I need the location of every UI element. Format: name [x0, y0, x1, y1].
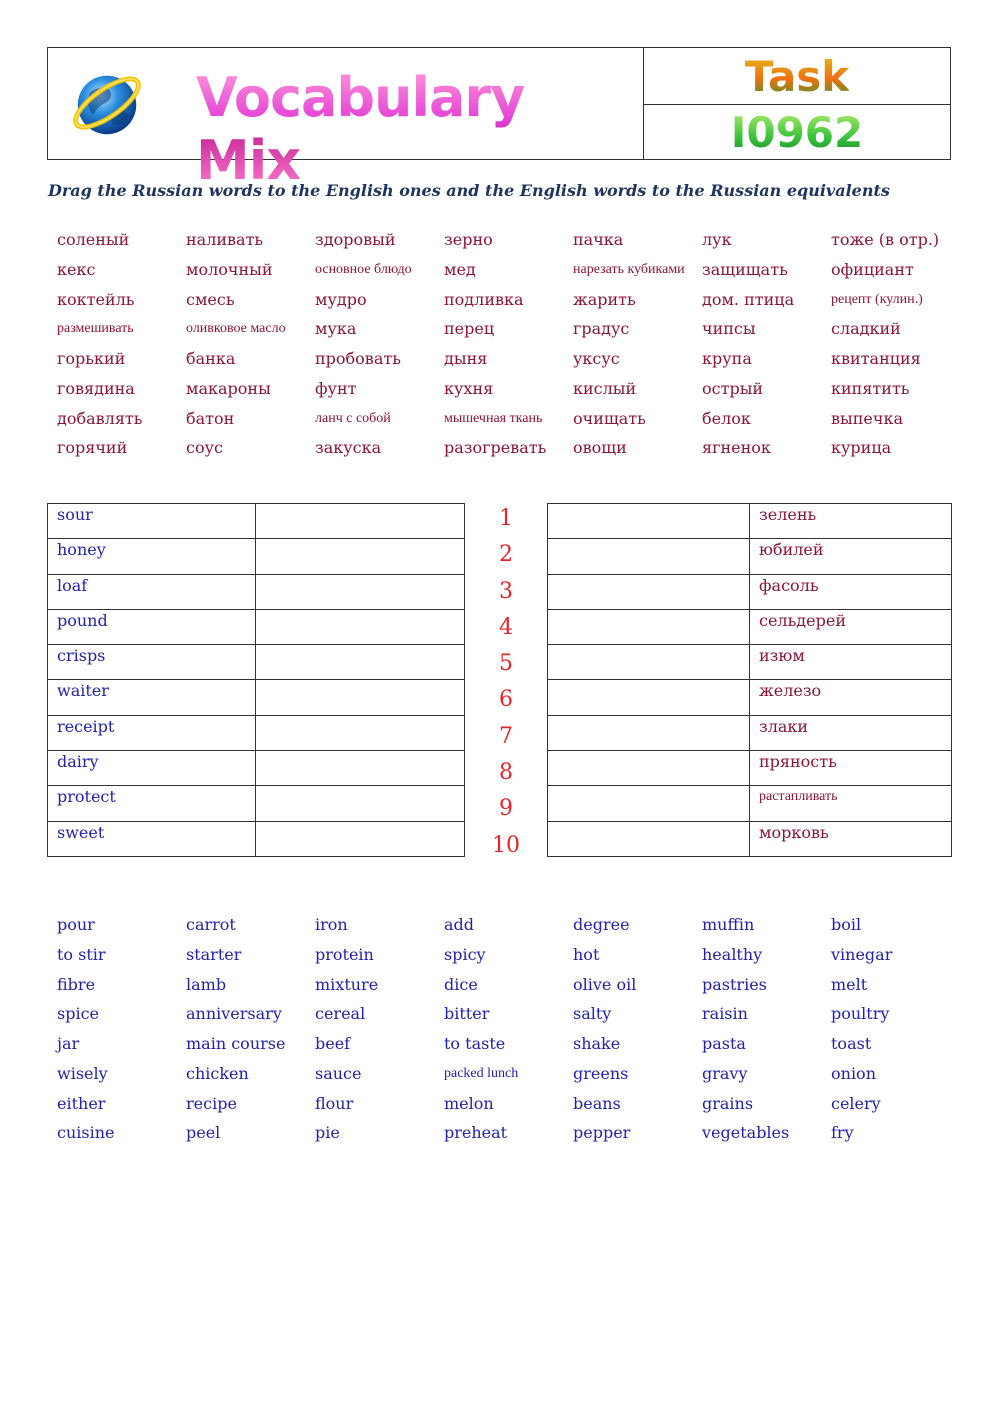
english-prompt-word: pound [48, 609, 256, 644]
english-word-tile[interactable]: mixture [315, 974, 379, 994]
english-prompt-word: crisps [48, 645, 256, 680]
russian-prompt-word: сельдерей [750, 609, 952, 644]
drop-slot[interactable] [256, 609, 465, 644]
english-word-tile[interactable]: spicy [444, 944, 486, 964]
russian-word-tile[interactable]: разогревать [444, 438, 547, 458]
drop-slot[interactable] [548, 609, 750, 644]
english-word-tile[interactable]: to stir [57, 944, 106, 964]
drop-slot[interactable] [256, 751, 465, 786]
table-row [48, 786, 465, 821]
english-match-table [47, 503, 465, 857]
russian-prompt-word: изюм [750, 645, 952, 680]
english-word-tile[interactable]: add [444, 915, 475, 934]
english-word-tile[interactable]: melt [831, 974, 868, 994]
english-word-tile[interactable]: raisin [702, 1004, 748, 1024]
drop-slot[interactable] [548, 821, 750, 856]
table-row [48, 609, 465, 644]
table-row [548, 821, 952, 856]
english-word-tile[interactable]: greens [573, 1063, 629, 1083]
table-row [548, 715, 952, 750]
table-row [48, 821, 465, 856]
russian-word-tile[interactable]: горячий [57, 438, 128, 458]
russian-word-tile[interactable]: мудро [315, 289, 367, 309]
row-number: 4 [499, 614, 513, 640]
instructions: Drag the Russian words to the English ones and the English words to the Russian equivalents [48, 181, 890, 200]
task-label: Task [744, 51, 850, 101]
english-word-tile[interactable]: olive oil [573, 974, 637, 994]
english-word-tile[interactable]: cereal [315, 1004, 366, 1024]
russian-word-tile[interactable]: пробовать [315, 349, 401, 368]
russian-word-tile[interactable]: говядина [57, 378, 135, 398]
russian-word-tile[interactable]: крупа [702, 349, 752, 368]
drop-slot[interactable] [548, 786, 750, 821]
english-word-tile[interactable]: flour [315, 1093, 354, 1113]
russian-word-tile[interactable]: основное блюдо [315, 261, 412, 277]
row-number: 1 [499, 506, 513, 531]
task-code: I0962 [730, 107, 864, 157]
drop-slot[interactable] [548, 680, 750, 715]
english-prompt-word: waiter [48, 680, 256, 715]
russian-word-tile[interactable]: размешивать [57, 321, 134, 337]
english-word-tile[interactable]: gravy [702, 1063, 748, 1083]
english-word-tile[interactable]: celery [831, 1093, 881, 1113]
english-word-tile[interactable]: sauce [315, 1063, 362, 1083]
russian-word-tile[interactable]: коктейль [57, 289, 135, 309]
english-word-tile[interactable]: vegetables [702, 1123, 790, 1143]
row-numbers [480, 503, 532, 866]
russian-word-tile[interactable]: квитанция [831, 349, 921, 368]
russian-word-tile[interactable]: уксус [573, 349, 620, 368]
russian-word-tile[interactable]: мука [315, 319, 357, 339]
english-word-tile[interactable]: packed lunch [444, 1065, 519, 1081]
english-word-tile[interactable]: beans [573, 1093, 621, 1113]
title-cell [48, 48, 644, 192]
russian-word-tile[interactable]: молочный [186, 259, 273, 279]
table-row [548, 504, 952, 539]
russian-word-tile[interactable]: курица [831, 438, 892, 458]
russian-word-tile[interactable]: рецепт (кулин.) [831, 291, 923, 307]
russian-word-tile[interactable]: ланч с собой [315, 410, 391, 426]
english-word-tile[interactable]: bitter [444, 1004, 490, 1024]
english-word-tile[interactable]: pour [57, 915, 95, 934]
drop-slot[interactable] [548, 504, 750, 539]
english-word-tile[interactable]: iron [315, 915, 348, 934]
row-number: 9 [499, 796, 513, 822]
russian-word-tile[interactable]: кухня [444, 378, 494, 398]
russian-word-tile[interactable]: очищать [573, 408, 646, 428]
english-word-tile[interactable]: chicken [186, 1063, 249, 1083]
russian-word-tile[interactable]: лук [702, 230, 732, 249]
russian-word-tile[interactable]: банка [186, 349, 236, 368]
english-word-tile[interactable]: wisely [57, 1063, 108, 1083]
english-prompt-word: protect [48, 786, 256, 821]
russian-word-tile[interactable]: жарить [573, 289, 636, 309]
russian-word-tile[interactable]: сладкий [831, 319, 901, 339]
english-word-tile[interactable]: poultry [831, 1004, 890, 1024]
russian-prompt-word: зелень [750, 504, 952, 539]
russian-word-tile[interactable]: горький [57, 349, 126, 368]
russian-word-tile[interactable]: здоровый [315, 230, 396, 249]
english-word-bank [57, 911, 957, 1149]
russian-word-tile[interactable]: наливать [186, 230, 264, 249]
english-word-tile[interactable]: degree [573, 915, 630, 934]
english-word-tile[interactable]: jar [57, 1034, 80, 1053]
russian-word-tile[interactable]: тоже (в отр.) [831, 230, 940, 249]
drop-slot[interactable] [548, 539, 750, 574]
russian-word-tile[interactable]: закуска [315, 438, 382, 458]
table-row [48, 574, 465, 609]
english-word-tile[interactable]: vinegar [831, 944, 893, 964]
table-row [48, 504, 465, 539]
row-number: 6 [499, 687, 513, 713]
english-word-tile[interactable]: onion [831, 1063, 876, 1083]
russian-word-tile[interactable]: мышечная ткань [444, 410, 543, 426]
russian-prompt-word: злаки [750, 715, 952, 750]
russian-word-tile[interactable]: подливка [444, 289, 524, 309]
russian-word-tile[interactable]: добавлять [57, 408, 143, 428]
drop-slot[interactable] [548, 715, 750, 750]
russian-word-tile[interactable]: белок [702, 408, 751, 428]
russian-word-tile[interactable]: соус [186, 438, 223, 458]
table-row [548, 645, 952, 680]
english-word-tile[interactable]: to taste [444, 1034, 506, 1053]
english-word-tile[interactable]: recipe [186, 1093, 237, 1113]
english-word-tile[interactable]: grains [702, 1093, 754, 1113]
english-prompt-word: receipt [48, 715, 256, 750]
russian-prompt-word: растапливать [750, 786, 952, 821]
table-row [48, 680, 465, 715]
russian-word-tile[interactable]: зерно [444, 230, 493, 249]
english-word-tile[interactable]: dice [444, 974, 478, 994]
russian-word-tile[interactable]: мед [444, 259, 476, 279]
russian-word-tile[interactable]: кислый [573, 378, 637, 398]
english-word-tile[interactable]: preheat [444, 1123, 508, 1143]
english-word-tile[interactable]: anniversary [186, 1004, 282, 1024]
drop-slot[interactable] [256, 786, 465, 821]
english-word-tile[interactable]: pepper [573, 1123, 631, 1143]
english-word-tile[interactable]: toast [831, 1034, 872, 1053]
russian-prompt-word: фасоль [750, 574, 952, 609]
table-row [548, 539, 952, 574]
english-word-tile[interactable]: salty [573, 1004, 612, 1024]
english-word-tile[interactable]: carrot [186, 915, 236, 934]
russian-word-tile[interactable]: чипсы [702, 319, 756, 339]
russian-match-table [547, 503, 952, 857]
russian-prompt-word: пряность [750, 751, 952, 786]
english-word-tile[interactable]: hot [573, 944, 600, 964]
russian-prompt-word: железо [750, 680, 952, 715]
english-prompt-word: sour [48, 504, 256, 539]
table-row [548, 751, 952, 786]
table-row [548, 786, 952, 821]
table-row [48, 539, 465, 574]
english-word-tile[interactable]: boil [831, 915, 862, 934]
russian-word-tile[interactable]: макароны [186, 378, 271, 398]
table-row [48, 645, 465, 680]
english-word-tile[interactable]: shake [573, 1034, 621, 1053]
task-code-cell [644, 105, 950, 159]
page-title: Vocabulary Mix [196, 66, 643, 192]
drop-slot[interactable] [256, 539, 465, 574]
row-number: 2 [499, 542, 513, 568]
english-word-tile[interactable]: spice [57, 1004, 99, 1024]
row-number: 5 [499, 651, 513, 677]
task-label-cell [644, 48, 950, 105]
table-row [548, 680, 952, 715]
russian-word-bank [57, 226, 957, 464]
english-word-tile[interactable]: beef [315, 1034, 351, 1053]
drop-slot[interactable] [256, 821, 465, 856]
english-word-tile[interactable]: protein [315, 944, 374, 964]
russian-word-tile[interactable]: оливковое масло [186, 321, 286, 337]
drop-slot[interactable] [256, 574, 465, 609]
table-row [48, 751, 465, 786]
russian-word-tile[interactable]: смесь [186, 289, 235, 309]
english-word-tile[interactable]: cuisine [57, 1123, 115, 1143]
row-number: 10 [492, 832, 520, 858]
russian-word-tile[interactable]: фунт [315, 378, 357, 398]
drop-slot[interactable] [548, 645, 750, 680]
drop-slot[interactable] [548, 574, 750, 609]
english-word-tile[interactable]: starter [186, 944, 242, 964]
english-word-tile[interactable]: main course [186, 1034, 286, 1053]
globe-icon [68, 64, 146, 142]
english-word-tile[interactable]: melon [444, 1093, 494, 1113]
row-number: 3 [499, 578, 513, 604]
russian-word-tile[interactable]: батон [186, 408, 235, 428]
russian-word-tile[interactable]: нарезать кубиками [573, 261, 685, 277]
table-row [548, 574, 952, 609]
row-number: 8 [499, 760, 513, 786]
russian-word-tile[interactable]: соленый [57, 230, 130, 249]
english-word-tile[interactable]: fibre [57, 974, 96, 994]
russian-prompt-word: юбилей [750, 539, 952, 574]
russian-word-tile[interactable]: острый [702, 378, 764, 398]
english-word-tile[interactable]: pastries [702, 974, 767, 994]
english-word-tile[interactable]: fry [831, 1123, 854, 1143]
english-prompt-word: loaf [48, 574, 256, 609]
english-prompt-word: honey [48, 539, 256, 574]
english-word-tile[interactable]: lamb [186, 974, 227, 994]
english-word-tile[interactable]: peel [186, 1123, 221, 1143]
russian-word-tile[interactable]: выпечка [831, 408, 903, 428]
english-word-tile[interactable]: muffin [702, 915, 755, 934]
russian-word-tile[interactable]: дом. птица [702, 289, 795, 309]
russian-word-tile[interactable]: защищать [702, 259, 788, 279]
english-prompt-word: sweet [48, 821, 256, 856]
russian-word-tile[interactable]: овощи [573, 438, 627, 458]
table-row [48, 715, 465, 750]
russian-prompt-word: морковь [750, 821, 952, 856]
russian-word-tile[interactable]: кекс [57, 259, 96, 279]
english-word-tile[interactable]: either [57, 1093, 106, 1113]
drop-slot[interactable] [256, 715, 465, 750]
russian-word-tile[interactable]: градус [573, 319, 630, 339]
row-number: 7 [499, 723, 513, 749]
table-row [548, 609, 952, 644]
english-word-tile[interactable]: pasta [702, 1034, 746, 1053]
russian-word-tile[interactable]: ягненок [702, 438, 771, 458]
english-word-tile[interactable]: pie [315, 1123, 340, 1143]
russian-word-tile[interactable]: перец [444, 319, 495, 339]
russian-word-tile[interactable]: дыня [444, 349, 488, 368]
russian-word-tile[interactable]: пачка [573, 230, 624, 249]
english-word-tile[interactable]: healthy [702, 944, 763, 964]
task-panel [644, 48, 950, 159]
drop-slot[interactable] [256, 680, 465, 715]
drop-slot[interactable] [256, 504, 465, 539]
russian-word-tile[interactable]: официант [831, 259, 914, 279]
drop-slot[interactable] [548, 751, 750, 786]
drop-slot[interactable] [256, 645, 465, 680]
russian-word-tile[interactable]: кипятить [831, 378, 910, 398]
english-prompt-word: dairy [48, 751, 256, 786]
